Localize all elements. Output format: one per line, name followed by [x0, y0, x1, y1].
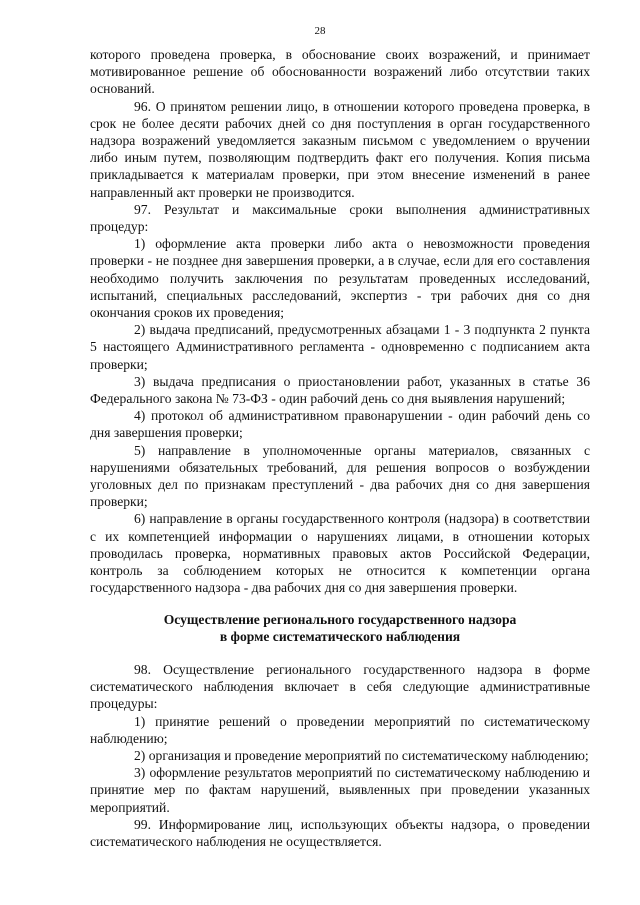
paragraph-98: 98. Осуществление регионального государственного надзора в форме систематического наблюдения включает в себя следующие административные процедуры: — [90, 661, 590, 712]
list-item-98-1: 1) принятие решений о проведении мероприятий по систематическому наблюдению; — [90, 713, 590, 746]
document-body — [90, 46, 590, 850]
paragraph-96: 96. О принятом решении лицо, в отношении которого проведена проверка, в срок не более десяти рабочих дней со дня поступления в орган государственного надзора возражений уведомляется заказным письмом с уведомлением о вручении либо иным путем, позволяющим подтвердить факт его получения. Копия письма прикладывается к материалам проверки, при этом внесение изменений в ранее направленный акт проверки не производится. — [90, 98, 590, 200]
paragraph-continuation: которого проведена проверка, в обоснование своих возражений, и принимает мотивированное решение об обоснованности возражений либо отсутствии таких оснований. — [90, 47, 590, 97]
section-heading-line-1: Осуществление регионального государственного надзора — [163, 611, 517, 627]
list-item-98-3: 3) оформление результатов мероприятий по систематическому наблюдению и принятие мер по фактам нарушений, выявленных при проведении указанных мероприятий. — [90, 765, 590, 815]
section-heading — [90, 611, 590, 645]
paragraph-97: 97. Результат и максимальные сроки выполнения административных процедур: — [90, 201, 590, 235]
list-item-98-2: 2) организация и проведение мероприятий по систематическому наблюдению; — [134, 747, 589, 763]
list-item-97-4: 4) протокол об административном правонарушении - один рабочий день со дня завершения проверки; — [90, 408, 590, 441]
list-item-97-1: 1) оформление акта проверки либо акта о невозможности проведения проверки - не позднее дня завершения проверки, а в случае, если для его составления необходимо получить заключения по результатам проведенных исследований, испытаний, специальных расследований, экспертиз - три рабочих дня со дня окончания сроков их проведения; — [90, 236, 590, 321]
section-heading-line-2: в форме систематического наблюдения — [219, 628, 461, 644]
list-item-97-5: 5) направление в уполномоченные органы материалов, связанных с нарушениями обязательных требований, для решения вопросов о возбуждении уголовных дел по признакам преступлений - два рабочих дня со дня завершения проверки; — [90, 442, 590, 510]
list-item-97-2: 2) выдача предписаний, предусмотренных абзацами 1 - 3 подпункта 2 пункта 5 настоящего Административного регламента - одновременно с подписанием акта проверки; — [90, 322, 590, 372]
page-number: 28 — [314, 25, 326, 37]
paragraph-99: 99. Информирование лиц, использующих объекты надзора, о проведении систематического наблюдения не осуществляется. — [90, 816, 590, 849]
list-item-97-6: 6) направление в органы государственного контроля (надзора) в соответствии с их компетенцией информации о нарушениях лицами, в отношении которых проводилась проверка, нормативных правовых актов Российской Федерации, контроль за соблюдением которых не относится к компетенции органа государственного надзора - два рабочих дня со дня завершения проверки. — [90, 511, 590, 596]
list-item-97-3: 3) выдача предписания о приостановлении работ, указанных в статье 36 Федерального закона № 73-ФЗ - один рабочий день со дня выявления нарушений; — [90, 373, 590, 407]
